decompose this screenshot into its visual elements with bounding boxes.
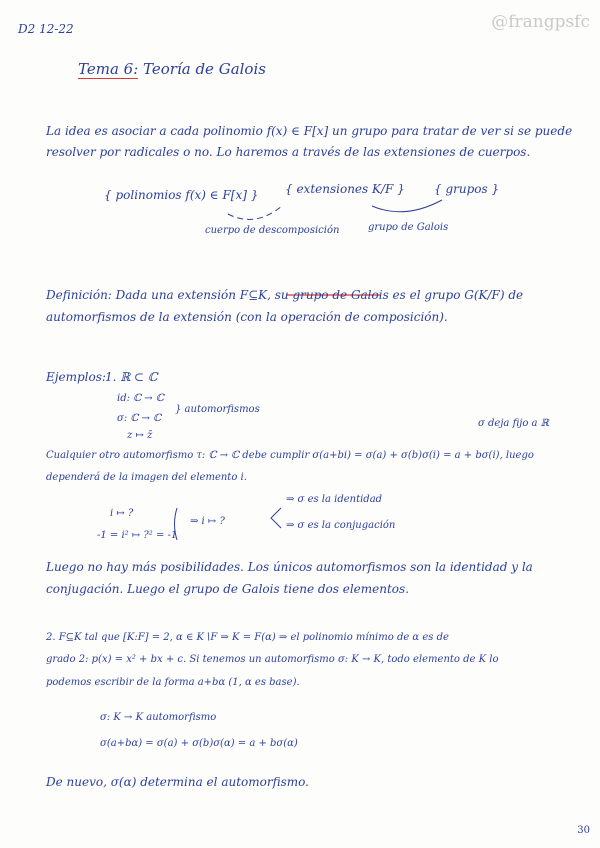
sigma-map: σ: ℂ → ℂ <box>117 413 162 424</box>
fixed-note: σ deja fijo a ℝ <box>478 418 549 429</box>
scheme-arrow-left <box>228 206 282 219</box>
example-2-line-3: podemos escribir de la forma a+bα (1, α es base). <box>46 677 300 688</box>
case-arrow: ⇒ i ↦ ? <box>190 516 225 527</box>
any-auto-line-2: dependerá de la imagen del elemento i. <box>46 472 247 483</box>
scheme-left-label: cuerpo de descomposición <box>205 225 340 236</box>
any-auto-line-1: Cualquier otro automorfismo τ: ℂ → ℂ debe cumplir σ(a+bi) = σ(a) + σ(b)σ(i) = a + bσ(i), luego <box>46 450 534 461</box>
case-i: i ↦ ? <box>110 508 134 519</box>
sigma-equation: σ(a+bα) = σ(a) + σ(b)σ(α) = a + bσ(α) <box>100 738 298 749</box>
sigma-k-map: σ: K → K automorfismo <box>100 712 217 723</box>
definition-line-2: automorfismos de la extensión (con la operación de composición). <box>46 310 448 324</box>
title-text: Teoría de Galois <box>143 60 266 78</box>
intro-line-2: resolver por radicales o no. Lo haremos a través de las extensiones de cuerpos. <box>46 145 531 159</box>
title-prefix: Tema 6: <box>78 60 139 78</box>
identity-map: id: ℂ → ℂ <box>117 393 164 404</box>
date-label: D2 12-22 <box>18 22 74 36</box>
final-remark: De nuevo, σ(α) determina el automorfismo. <box>46 775 309 789</box>
case-result-1: ⇒ σ es la identidad <box>286 494 383 505</box>
scheme-right-label: grupo de Galois <box>368 222 449 233</box>
example-1-label: 1. ℝ ⊂ ℂ <box>105 370 158 384</box>
scheme-arrow-right <box>372 200 442 212</box>
example-2-line-2: grado 2: p(x) = x² + bx + c. Si tenemos un automorfismo σ: K → K, todo elemento de K lo <box>46 654 499 665</box>
conclusion-line-2: conjugación. Luego el grupo de Galois tiene dos elementos. <box>46 582 410 596</box>
conclusion-line-1: Luego no hay más posibilidades. Los únicos automorfismos son la identidad y la <box>46 560 533 574</box>
examples-heading: Ejemplos: <box>46 370 106 384</box>
scheme-groups: { grupos } <box>434 182 500 196</box>
watermark: @frangpsfc <box>491 12 590 32</box>
intro-line-1: La idea es asociar a cada polinomio f(x) ∈ F[x] un grupo para tratar de ver si se puede <box>46 124 573 138</box>
case-split <box>271 508 281 528</box>
sigma-rule: z ↦ z̄ <box>127 430 153 441</box>
automorphisms-label: } automorfismos <box>175 404 260 415</box>
case-result-2: ⇒ σ es la conjugación <box>286 520 396 531</box>
scheme-extensions: { extensiones K/F } <box>285 182 405 196</box>
definition-line-1: Definición: Dada una extensión F⊆K, su grupo de Galois es el grupo G(K/F) de <box>46 288 524 302</box>
example-2-line-1: 2. F⊆K tal que [K:F] = 2, α ∈ K∖F ⇒ K = F(α) ⇒ el polinomio mínimo de α es de <box>46 632 449 643</box>
case-square: -1 = i² ↦ ?² = -1 <box>97 530 178 541</box>
page-number: 30 <box>577 825 590 836</box>
scheme-polynomials: { polinomios f(x) ∈ F[x] } <box>104 188 259 202</box>
